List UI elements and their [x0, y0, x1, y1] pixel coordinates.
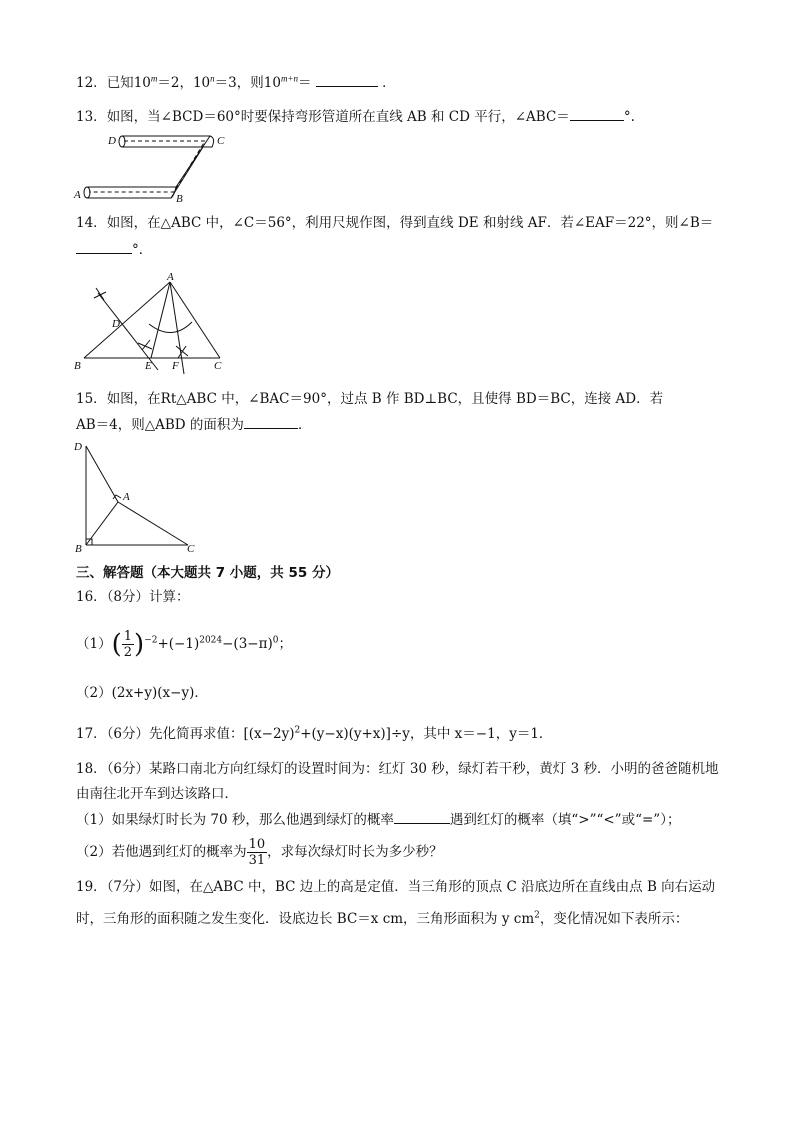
question-18-part1 — [76, 810, 680, 829]
q16-term-3: −(3−π) — [222, 636, 273, 652]
q18-number: 18． — [76, 761, 107, 777]
q12-power-base: 10 — [133, 75, 151, 91]
q15-answer-blank[interactable] — [244, 415, 298, 429]
q12-end: ． — [382, 75, 396, 91]
question-12 — [76, 73, 396, 92]
pipe-shape — [84, 136, 214, 198]
q13-text: 如图，当∠BCD＝60°时要保持弯形管道所在直线 AB 和 CD 平行，∠ABC＝ — [106, 109, 570, 125]
pipe-figure — [72, 130, 242, 205]
q14-end: °． — [132, 242, 153, 258]
q18-part1-text-2: 遇到红灯的概率（填“>”“<”或“=”）； — [449, 812, 681, 828]
q18-part2-text-2: ，求每次绿灯时长为多少秒？ — [267, 844, 443, 860]
fig15-label-C: C — [187, 543, 195, 555]
q19-text-2: 时，三角形的面积随之发生变化．设底边长 BC＝x cm，三角形面积为 y cm — [76, 911, 535, 927]
q16-part1-label: （1） — [76, 636, 112, 652]
fig14-label-E: E — [145, 360, 152, 372]
q15-end: ． — [297, 417, 312, 433]
fig15-lines — [86, 446, 188, 545]
q18-answer-blank[interactable] — [394, 810, 450, 824]
q18-fraction — [247, 837, 268, 868]
q12-power-base-3: 10 — [263, 75, 281, 91]
q12-answer-blank[interactable] — [316, 73, 378, 87]
fig13-label-A: A — [74, 189, 81, 201]
triangle-construction-figure — [72, 270, 232, 375]
right-paren: ) — [134, 629, 145, 660]
question-19 — [76, 878, 715, 896]
question-18-part2 — [76, 834, 443, 870]
q16-exponent-neg2: −2 — [144, 635, 158, 646]
q16-exponent-0: 0 — [272, 635, 279, 646]
q19-square: 2 — [534, 910, 540, 921]
q12-exponent-m: m — [150, 73, 158, 84]
q18-fraction-numerator: 10 — [248, 837, 266, 852]
q17-text: （6分）先化简再求值：[(x−2y) — [106, 726, 295, 742]
question-18-line2 — [76, 785, 238, 803]
fig14-label-B: B — [74, 360, 81, 372]
question-16-part1 — [76, 624, 292, 665]
q19-text-3: ，变化情况如下表所示： — [539, 911, 689, 927]
fig15-label-B: B — [75, 543, 82, 555]
question-17 — [76, 725, 552, 743]
q16-number: 16． — [76, 589, 107, 605]
fig15-label-D: D — [74, 441, 82, 453]
fig14-label-F: F — [172, 360, 179, 372]
q17-number: 17． — [76, 726, 107, 742]
section-heading: 三、解答题（本大题共 7 小题，共 55 分） — [76, 565, 339, 581]
question-19-line2 — [76, 910, 688, 928]
fig13-label-D: D — [108, 135, 116, 147]
q15-text: 如图，在Rt△ABC 中，∠BAC＝90°，过点 B 作 BD⊥BC，且使得 BD＝BC，连接 AD．若 — [106, 391, 664, 407]
q12-exponent-mn: m+n — [280, 73, 299, 84]
q12-text-4: ＝ — [298, 75, 312, 91]
q12-text-3: ＝3，则 — [214, 75, 264, 91]
q15-text-2: AB＝4，则△ABD 的面积为 — [76, 417, 244, 433]
q12-exponent-n: n — [210, 73, 215, 84]
q16-text: （8分）计算： — [106, 589, 190, 605]
fig14-label-A: A — [167, 271, 174, 283]
q14-text: 如图，在△ABC 中，∠C＝56°，利用尺规作图，得到直线 DE 和射线 AF．若∠EAF＝22°，则∠B＝ — [106, 215, 714, 231]
q13-answer-blank[interactable] — [570, 107, 624, 121]
q16-fraction-numerator: 1 — [123, 629, 133, 644]
q16-fraction — [122, 629, 134, 660]
q16-term-2: +(−1) — [157, 636, 200, 652]
left-paren: ( — [111, 629, 122, 660]
question-13 — [76, 107, 635, 126]
q17-square: 2 — [294, 725, 301, 736]
q18-text: （6分）某路口南北方向红绿灯的设置时间为：红灯 30 秒，绿灯若干秒，黄灯 3 秒．小明的爸爸随机地 — [106, 761, 719, 777]
fig13-label-B: B — [176, 193, 183, 205]
question-16-part2 — [76, 684, 208, 702]
q16-part1-end: ； — [278, 636, 292, 652]
fig15-label-A: A — [123, 491, 130, 503]
q14-number: 14． — [76, 215, 107, 231]
q18-fraction-denominator: 31 — [248, 853, 266, 868]
question-18 — [76, 760, 718, 778]
q18-part1-text: （1）如果绿灯时长为 70 秒，那么他遇到绿灯的概率 — [76, 812, 394, 828]
question-14 — [76, 214, 713, 232]
fig14-lines — [84, 282, 220, 374]
q12-text-2: ＝2， — [157, 75, 193, 91]
q19-number: 19． — [76, 879, 107, 895]
q13-number: 13． — [76, 109, 107, 125]
fig14-label-D: D — [112, 318, 120, 330]
q12-number: 12． — [76, 75, 107, 91]
question-16 — [76, 588, 190, 606]
q19-text: （7分）如图，在△ABC 中，BC 边上的高是定值．当三角形的顶点 C 沿底边所在直线由点 B 向右运动 — [106, 879, 716, 895]
fig13-label-C: C — [217, 135, 225, 147]
q18-text-2: 由南往北开车到达该路口． — [76, 786, 238, 802]
q17-text-2: +(y−x)(y+x)]÷y，其中 x＝−1，y＝1． — [300, 726, 553, 742]
question-14-line2 — [76, 240, 152, 259]
q12-text: 已知 — [106, 75, 134, 91]
q12-power-base-2: 10 — [192, 75, 211, 91]
q15-number: 15． — [76, 391, 107, 407]
right-triangle-figure — [72, 438, 202, 553]
q16-part2-text: （2）(2x+y)(x−y)． — [76, 685, 208, 701]
question-15-line2 — [76, 415, 311, 434]
fig14-label-C: C — [214, 360, 222, 372]
q16-fraction-denominator: 2 — [123, 645, 133, 660]
q18-part2-text: （2）若他遇到红灯的概率为 — [76, 844, 247, 860]
q16-exponent-2024: 2024 — [199, 635, 223, 646]
q14-answer-blank[interactable] — [76, 240, 132, 254]
q13-end: °. — [623, 109, 635, 125]
question-15 — [76, 390, 663, 408]
